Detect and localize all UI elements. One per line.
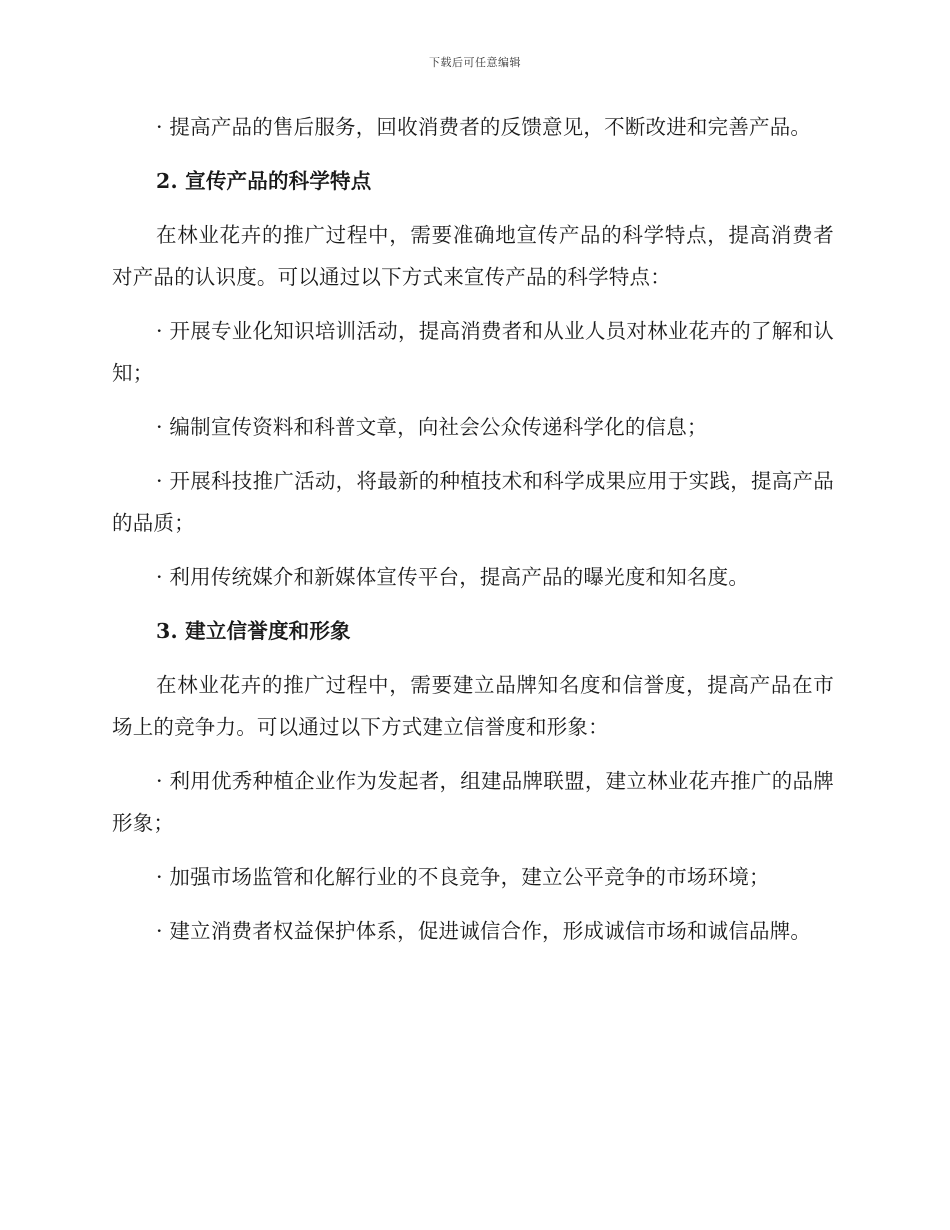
bullet-media: · 利用传统媒介和新媒体宣传平台，提高产品的曝光度和知名度。 [156,565,750,589]
document-body [112,106,834,964]
section-heading-reputation: 3. 建立信誉度和形象 [156,619,351,643]
bullet-training: · 开展专业化知识培训活动，提高消费者和从业人员对林业花卉的了解和认知； [112,319,834,385]
section-heading-science: 2. 宣传产品的科学特点 [156,169,372,193]
bullet-after-sales-service: · 提高产品的售后服务，回收消费者的反馈意见，不断改进和完善产品。 [156,115,812,139]
bullet-market-regulation: · 加强市场监管和化解行业的不良竞争，建立公平竞争的市场环境； [156,865,770,889]
paragraph-reputation-intro: 在林业花卉的推广过程中，需要建立品牌知名度和信誉度，提高产品在市场上的竞争力。可以通过以下方式建立信誉度和形象： [112,673,834,739]
paragraph-science-intro: 在林业花卉的推广过程中，需要准确地宣传产品的科学特点，提高消费者对产品的认识度。可以通过以下方式来宣传产品的科学特点： [112,223,834,289]
bullet-tech-promotion: · 开展科技推广活动，将最新的种植技术和科学成果应用于实践，提高产品的品质； [112,469,834,535]
page-header: 下载后可任意编辑 [429,56,521,69]
bullet-materials: · 编制宣传资料和科普文章，向社会公众传递科学化的信息； [156,415,708,439]
bullet-consumer-protection: · 建立消费者权益保护体系，促进诚信合作，形成诚信市场和诚信品牌。 [156,919,812,943]
bullet-brand-alliance: · 利用优秀种植企业作为发起者，组建品牌联盟，建立林业花卉推广的品牌形象； [112,769,834,835]
